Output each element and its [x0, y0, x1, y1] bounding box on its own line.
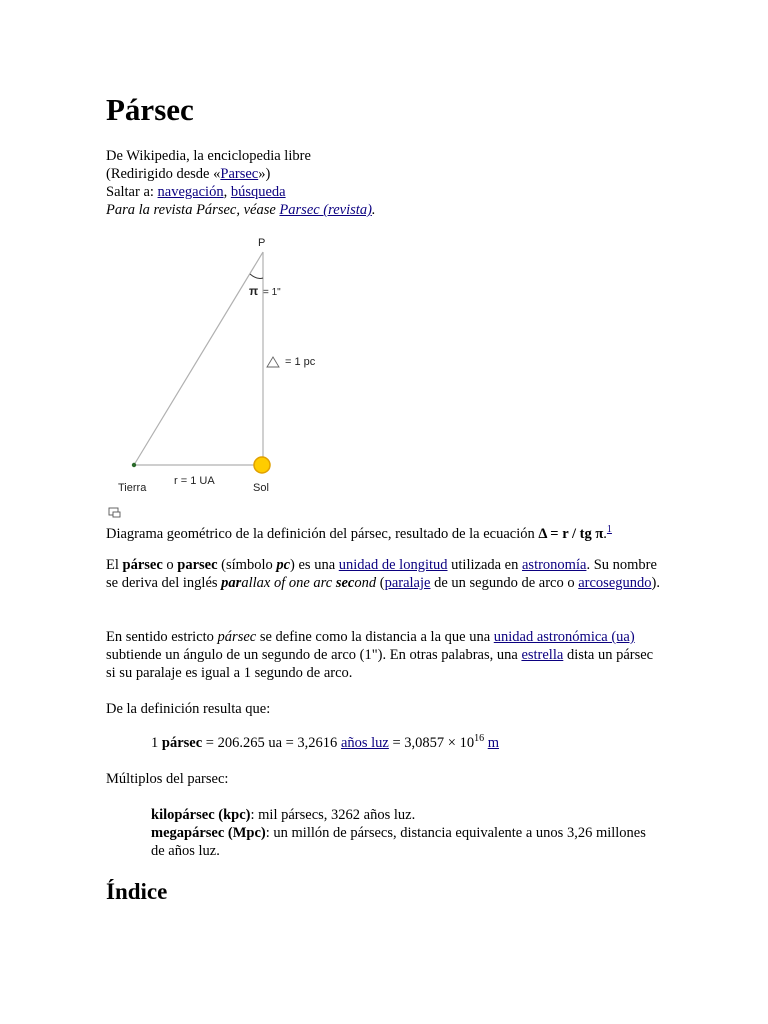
- link-paralaje[interactable]: paralaje: [384, 575, 431, 591]
- toc-heading: Índice: [106, 879, 168, 904]
- jump-navigation-link[interactable]: navegación: [157, 184, 224, 200]
- parsec-diagram-svg: [106, 230, 346, 500]
- link-astronomia[interactable]: astronomía: [522, 557, 587, 573]
- label-pi-value: = 1": [263, 287, 281, 298]
- label-r: r = 1 UA: [174, 475, 215, 487]
- multiples-intro: Múltiplos del parsec:: [106, 771, 229, 787]
- redirect-note: (Redirigido desde «Parsec»): [106, 166, 271, 182]
- link-unidad-astronomica[interactable]: unidad astronómica (ua): [493, 629, 635, 645]
- label-sol: Sol: [253, 482, 269, 494]
- result-intro: De la definición resulta que:: [106, 701, 271, 717]
- parsec-diagram[interactable]: [106, 230, 346, 500]
- article-meta: [106, 147, 666, 219]
- link-metro[interactable]: m: [487, 735, 499, 751]
- sun-circle: [254, 457, 270, 473]
- link-unidad-de-longitud[interactable]: unidad de longitud: [338, 557, 448, 573]
- link-anos-luz[interactable]: años luz: [340, 735, 389, 751]
- magnify-icon[interactable]: [108, 506, 122, 518]
- hatnote: Para la revista Pársec, véase Parsec (revista).: [106, 202, 376, 218]
- label-delta-value: = 1 pc: [285, 356, 316, 368]
- label-tierra: Tierra: [118, 482, 147, 494]
- intro-paragraph: El pársec o parsec (símbolo pc) es una unidad de longitud utilizada en astronomía. Su nombre se deriva del inglés parallax of one arc second (paralaje de un segundo de arco o arcosegundo).: [106, 557, 660, 591]
- parsec-formula: 1 pársec = 206.265 ua = 3,2616 años luz = $3,0857 \times 10^{16}$ m: [151, 733, 499, 751]
- caption-formula: Δ = r / tg π: [538, 525, 604, 542]
- site-sub: De Wikipedia, la enciclopedia libre: [106, 148, 311, 164]
- page-title: Pársec: [106, 92, 194, 127]
- earth-dot: [132, 463, 136, 467]
- hypotenuse: [134, 252, 263, 465]
- figure-caption: Diagrama geométrico de la definición del pársec, resultado de la ecuación Δ = r / tg π.$^1$: [106, 524, 612, 542]
- label-p: P: [258, 237, 266, 249]
- list-item: kilopársec (kpc): mil pársecs, 3262 años luz.: [151, 807, 416, 823]
- multiples-list: [151, 806, 651, 860]
- definition-paragraph: En sentido estricto pársec se define como la distancia a la que una unidad astronómica (ua) subtiende un ángulo de un segundo de arco (1"). En otras palabras, una estrella dista un pársec si su paralaje es igual a 1 segundo de arco.: [106, 629, 654, 681]
- link-arcosegundo[interactable]: arcosegundo: [578, 575, 652, 591]
- jump-search-link[interactable]: búsqueda: [230, 184, 286, 200]
- label-pi: π: [249, 284, 259, 298]
- jump-links: Saltar a: navegación, búsqueda: [106, 184, 286, 200]
- delta-triangle-icon: [267, 357, 279, 367]
- angle-arc: [250, 274, 263, 279]
- redirect-link[interactable]: Parsec: [220, 166, 259, 182]
- reference-link[interactable]: 1: [606, 524, 612, 535]
- link-estrella[interactable]: estrella: [521, 647, 564, 663]
- list-item: megapársec (Mpc): un millón de pársecs, distancia equivalente a unos 3,26 millones de años luz.: [151, 825, 646, 859]
- hatnote-link[interactable]: Parsec (revista): [279, 202, 372, 218]
